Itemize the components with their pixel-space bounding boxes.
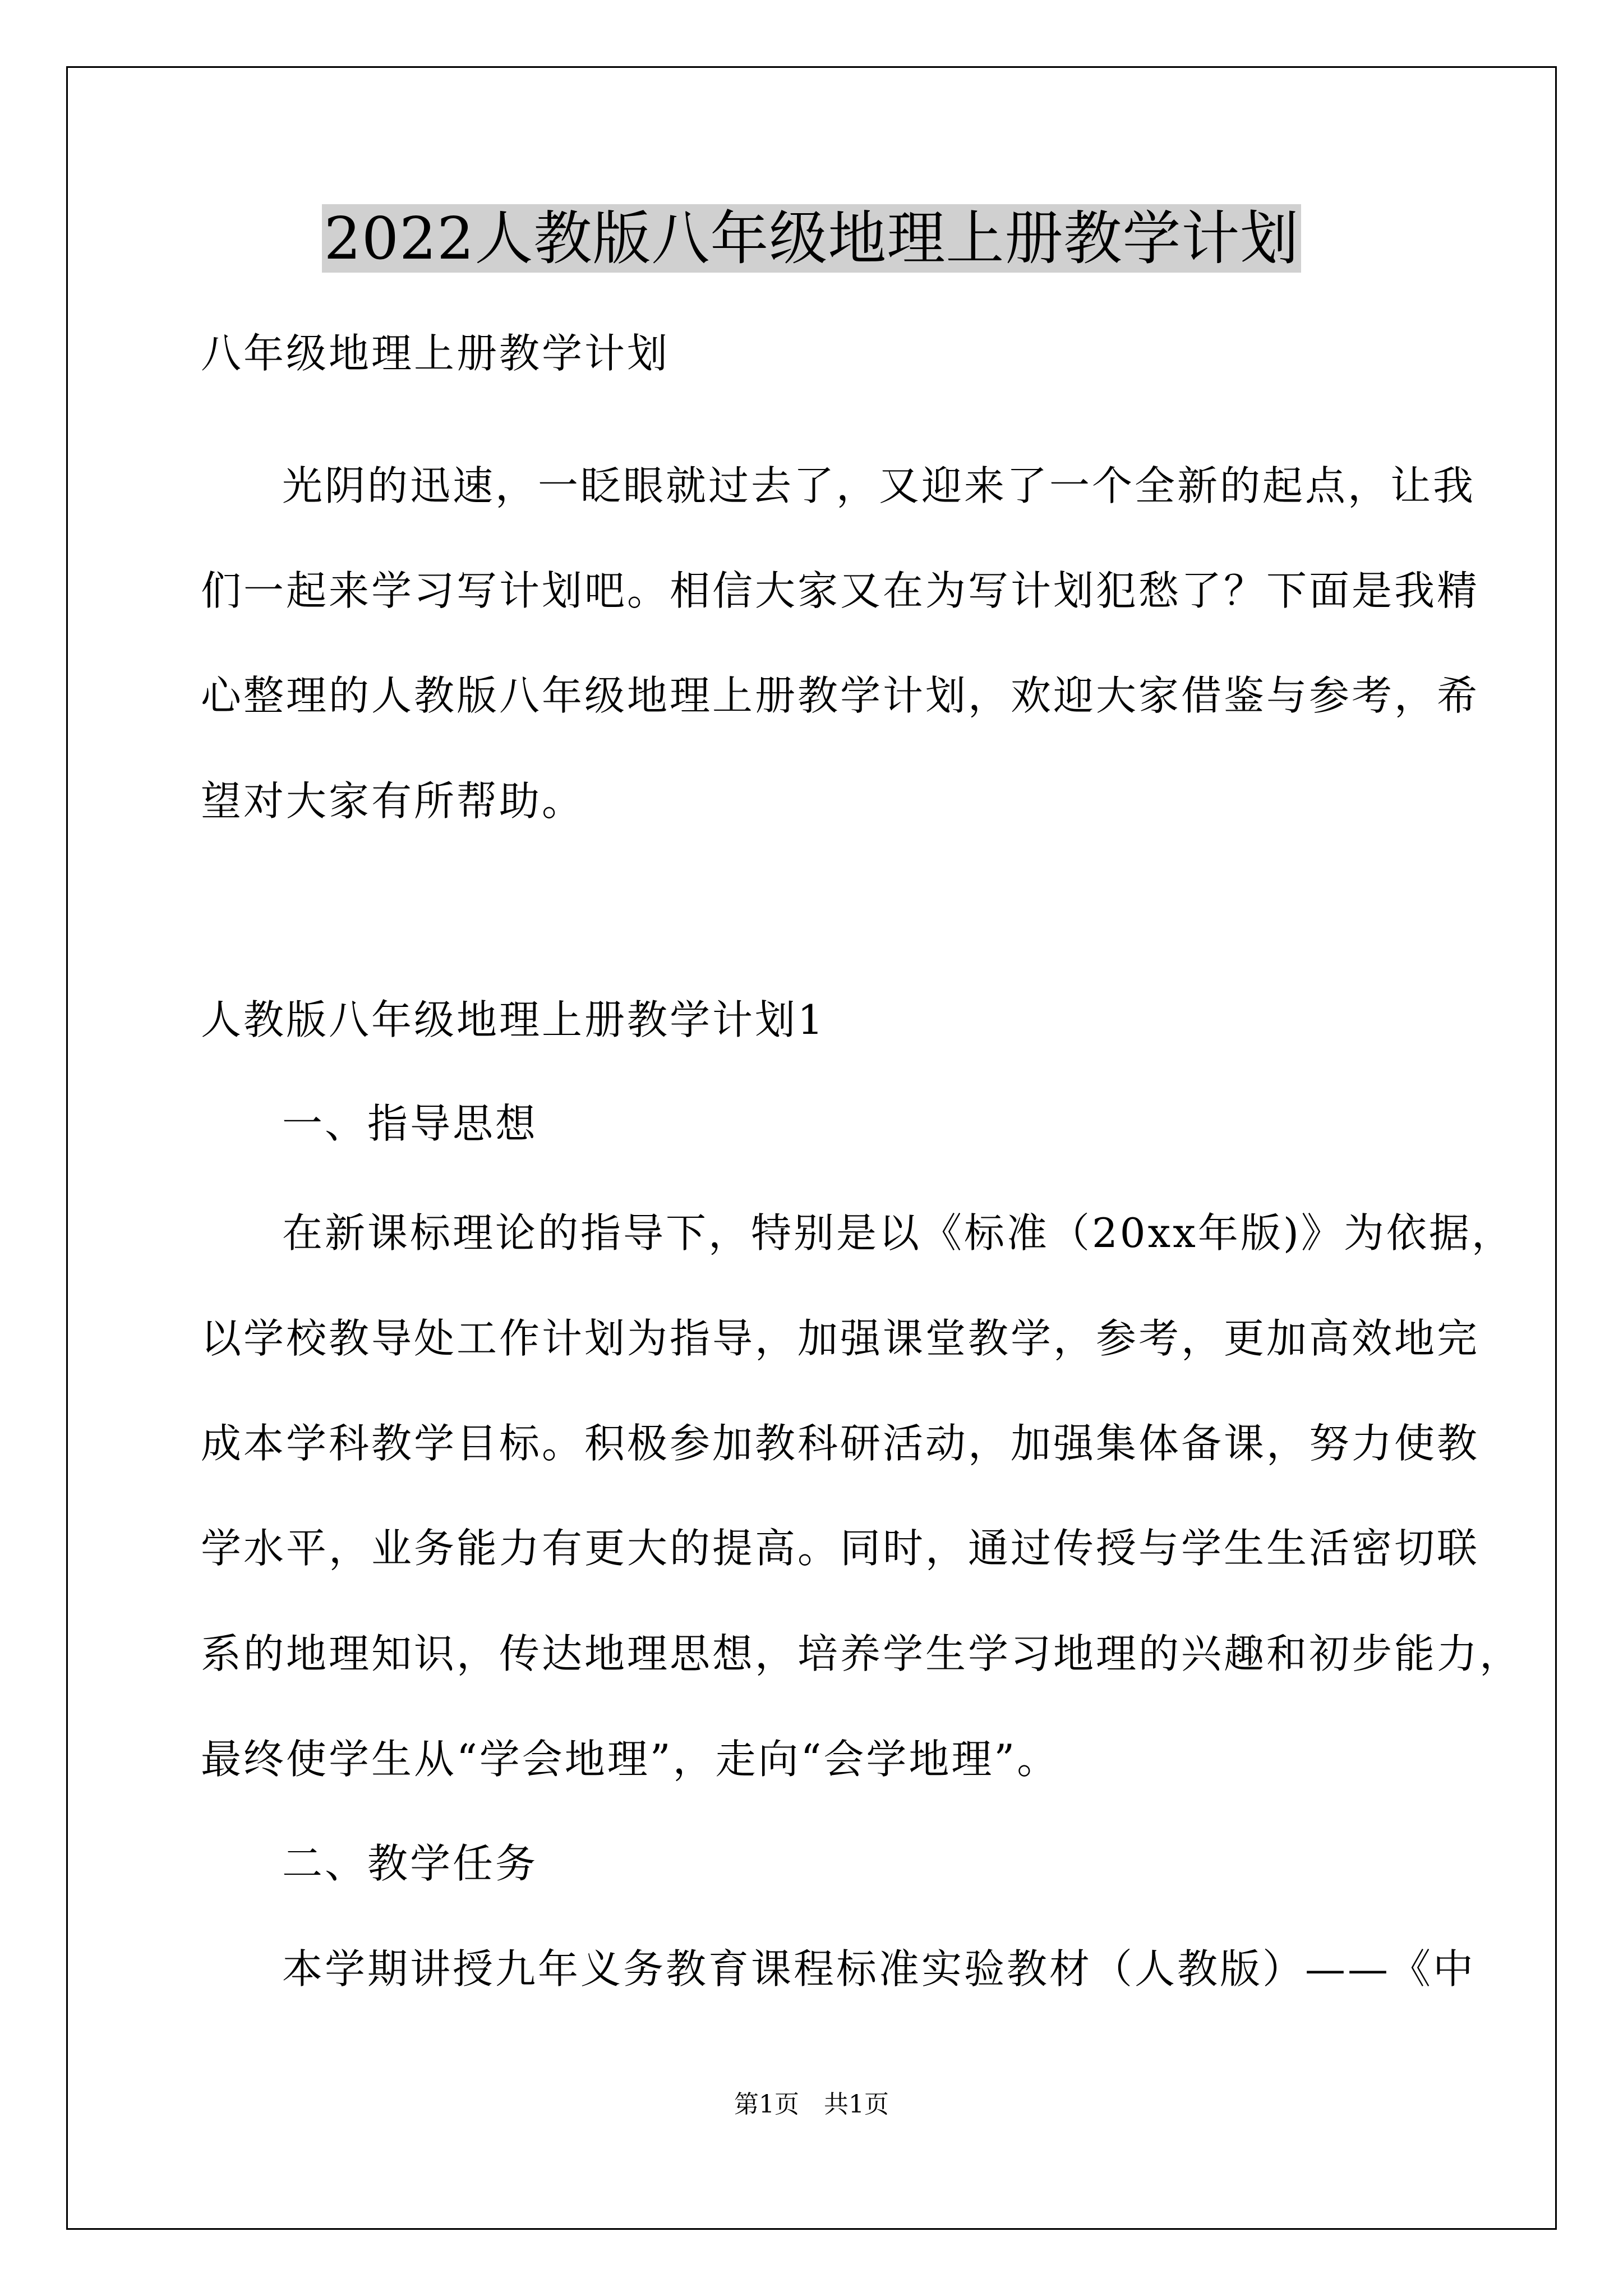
- intro-line-1: 光阴的迅速，一眨眼就过去了，又迎来了一个全新的起点，让我: [282, 462, 1476, 509]
- heading-teaching-tasks: 二、教学任务: [282, 1840, 538, 1887]
- intro-line-2: 们一起来学习写计划吧。相信大家又在为写计划犯愁了？下面是我精: [201, 567, 1480, 614]
- page-footer: 第1页 共1页: [734, 2090, 889, 2119]
- intro-line-3: 心整理的人教版八年级地理上册教学计划，欢迎大家借鉴与参考，希: [201, 672, 1480, 719]
- guiding-line-3: 成本学科教学目标。积极参加教科研活动，加强集体备课，努力使教: [201, 1420, 1480, 1467]
- subtitle-line: 八年级地理上册教学计划: [201, 330, 670, 377]
- document-title-text: 2022人教版八年级地理上册教学计划: [322, 204, 1302, 273]
- section-heading-plan-1: 人教版八年级地理上册教学计划1: [201, 996, 826, 1043]
- document-title: [0, 196, 1623, 280]
- intro-line-4: 望对大家有所帮助。: [201, 777, 585, 825]
- guiding-line-4: 学水平，业务能力有更大的提高。同时，通过传授与学生生活密切联: [201, 1525, 1480, 1572]
- guiding-line-5: 系的地理知识，传达地理思想，培养学生学习地理的兴趣和初步能力，: [201, 1630, 1523, 1677]
- guiding-line-1: 在新课标理论的指导下，特别是以《标准（20xx年版)》为依据，: [282, 1209, 1514, 1257]
- heading-guiding-ideology: 一、指导思想: [282, 1100, 538, 1147]
- guiding-line-6: 最终使学生从“学会地理”，走向“会学地理”。: [201, 1736, 1060, 1783]
- guiding-line-2: 以学校教导处工作计划为指导，加强课堂教学，参考，更加高效地完: [201, 1315, 1480, 1362]
- tasks-line-1: 本学期讲授九年义务教育课程标准实验教材（人教版）——《中: [282, 1945, 1476, 1993]
